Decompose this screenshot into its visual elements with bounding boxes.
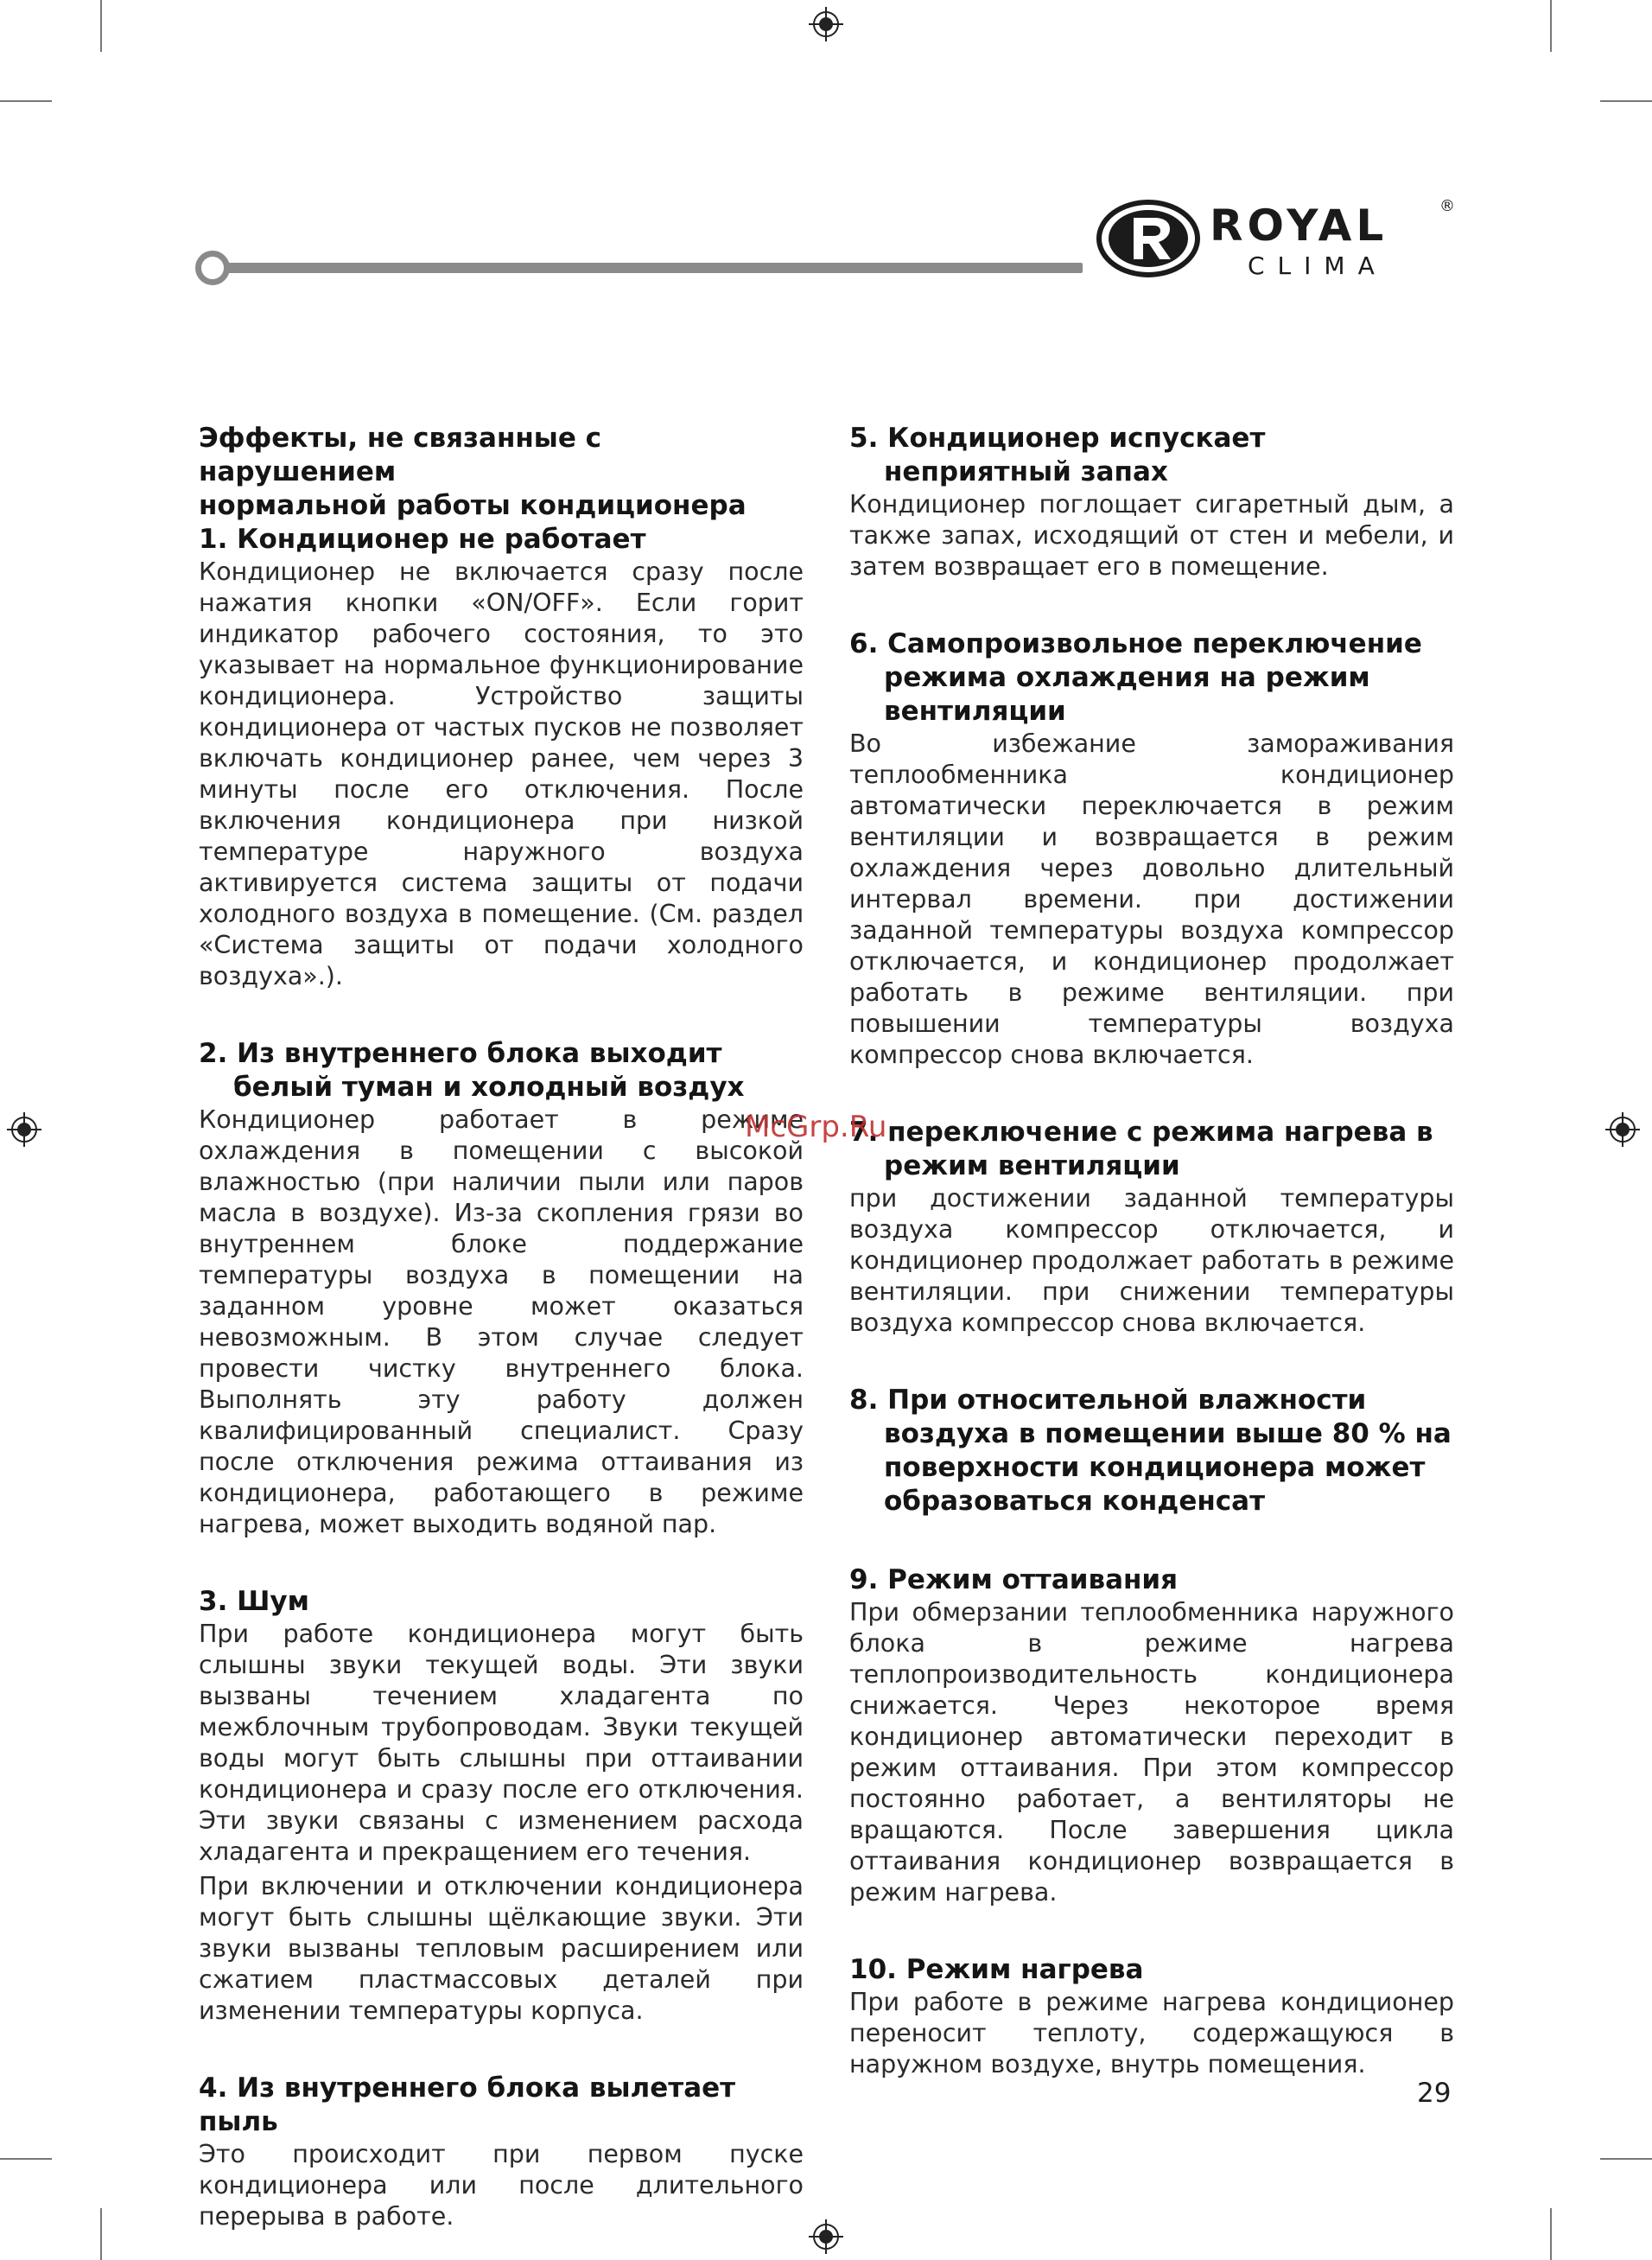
crop-mark xyxy=(0,2158,52,2160)
section-text: при достижении заданной температуры воздуха компрессор отключается, и кондиционер продолжает работать в режиме вентиляции. при снижении температуры воздуха компрессор снова включается. xyxy=(849,1184,1454,1337)
registration-mark-icon xyxy=(7,1112,41,1147)
section-title: Эффекты, не связанные с нарушением xyxy=(199,423,602,487)
section-heading: 9. Режим оттаивания xyxy=(849,1564,1179,1595)
section-heading: 4. Из внутреннего блока вылетает пыль xyxy=(199,2072,736,2137)
section-text: При работе в режиме нагрева кондиционер переносит теплоту, содержащуюся в наружном воздухе, внутрь помещения. xyxy=(849,1988,1454,2079)
crop-mark xyxy=(100,0,102,52)
section-text: Кондиционер не включается сразу после нажатия кнопки «ON/OFF». Если горит индикатор рабочего состояния, то это указывает на нормальное функционирование кондиционера. Устройство защиты кондиционера от частых пусков не позволяет включать кондиционер ранее, чем через 3 минуты после его отключения. После включения кондиционера при низкой температуре наружного воздуха активируется система защиты от подачи холодного воздуха в помещение. (См. раздел «Система защиты от подачи холодного воздуха».). xyxy=(199,557,804,990)
royal-r-logo-icon xyxy=(1096,199,1201,278)
section-heading: 2. Из внутреннего блока выходит белый туман и холодный воздух xyxy=(199,1038,745,1103)
crop-mark xyxy=(1600,2158,1652,2160)
watermark: McGrp.Ru xyxy=(745,1110,887,1144)
section-heading: 10. Режим нагрева xyxy=(849,1954,1144,1985)
registration-mark-icon xyxy=(809,7,843,41)
section-text: При работе кондиционера могут быть слышны звуки текущей воды. Эти звуки вызваны течением хладагента по межблочным трубопроводам. Звуки текущей воды могут быть слышны при оттаивании кондиционера и сразу после его отключения. Эти звуки связаны с изменением расхода хладагента и прекращением его течения. xyxy=(199,1620,804,1866)
section-heading: 1. Кондиционер не работает xyxy=(199,524,646,555)
section-heading: 7. переключение с режима нагрева в режим вентиляции xyxy=(849,1117,1433,1181)
section-text: При обмерзании теплообменника наружного блока в режиме нагрева теплопроизводительность кондиционера снижается. Через некоторое время кондиционер автоматически переходит в режим оттаивания. При этом компрессор постоянно работает, а вентиляторы не вращаются. После завершения цикла оттаивания кондиционер возвращается в режим нагрева. xyxy=(849,1598,1454,1907)
brand-name: ROYAL xyxy=(1210,201,1388,251)
royal-clima-logo xyxy=(1096,197,1458,283)
section-text: Это происходит при первом пуске кондиционера или после длительного перерыва в работе. xyxy=(199,2140,804,2231)
header-rule xyxy=(214,263,1083,273)
registration-mark-icon xyxy=(809,2219,843,2254)
crop-mark xyxy=(1550,2208,1552,2260)
section-heading: 5. Кондиционер испускает неприятный запах xyxy=(849,423,1266,487)
brand-sub: CLIMA xyxy=(1248,251,1388,280)
crop-mark xyxy=(0,100,52,102)
registration-mark-icon xyxy=(1605,1112,1640,1147)
section-heading: 8. При относительной влажности воздуха в помещении выше 80 % на поверхности кондиционера может образоваться конденсат xyxy=(849,1385,1452,1517)
left-column xyxy=(199,422,804,2232)
registered-mark: ® xyxy=(1439,197,1455,215)
section-text: При включении и отключении кондиционера могут быть слышны щёлкающие звуки. Эти звуки вызваны тепловым расширением или сжатием пластмассовых деталей при изменении температуры корпуса. xyxy=(199,1872,804,2025)
crop-mark xyxy=(100,2208,102,2260)
page-number: 29 xyxy=(1417,2078,1452,2109)
right-column xyxy=(849,422,1454,2080)
section-title: нормальной работы кондиционера xyxy=(199,490,747,521)
section-heading: 6. Самопроизвольное переключение режима охлаждения на режим вентиляции xyxy=(849,628,1422,727)
section-text: Кондиционер поглощает сигаретный дым, а также запах, исходящий от стен и мебели, и затем возвращает его в помещение. xyxy=(849,490,1454,581)
header-rule-dot xyxy=(195,251,230,285)
crop-mark xyxy=(1550,0,1552,52)
section-text: Кондиционер работает в режиме охлаждения в помещении с высокой влажностью (при наличии пыли или паров масла в воздухе). Из-за скопления грязи во внутреннем блоке поддержание температуры воздуха в помещении на заданном уровне может оказаться невозможным. В этом случае следует провести чистку внутреннего блока. Выполнять эту работу должен квалифицированный специалист. Сразу после отключения режима оттаивания из кондиционера, работающего в режиме нагрева, может выходить водяной пар. xyxy=(199,1105,804,1538)
section-text: Во избежание замораживания теплообменника кондиционер автоматически переключается в режим вентиляции и возвращается в режим охлаждения через довольно длительный интервал времени. при достижении заданной температуры воздуха компрессор отключается, и кондиционер продолжает работать в режиме вентиляции. при повышении температуры воздуха компрессор снова включается. xyxy=(849,729,1454,1069)
section-heading: 3. Шум xyxy=(199,1586,309,1617)
crop-mark xyxy=(1600,100,1652,102)
